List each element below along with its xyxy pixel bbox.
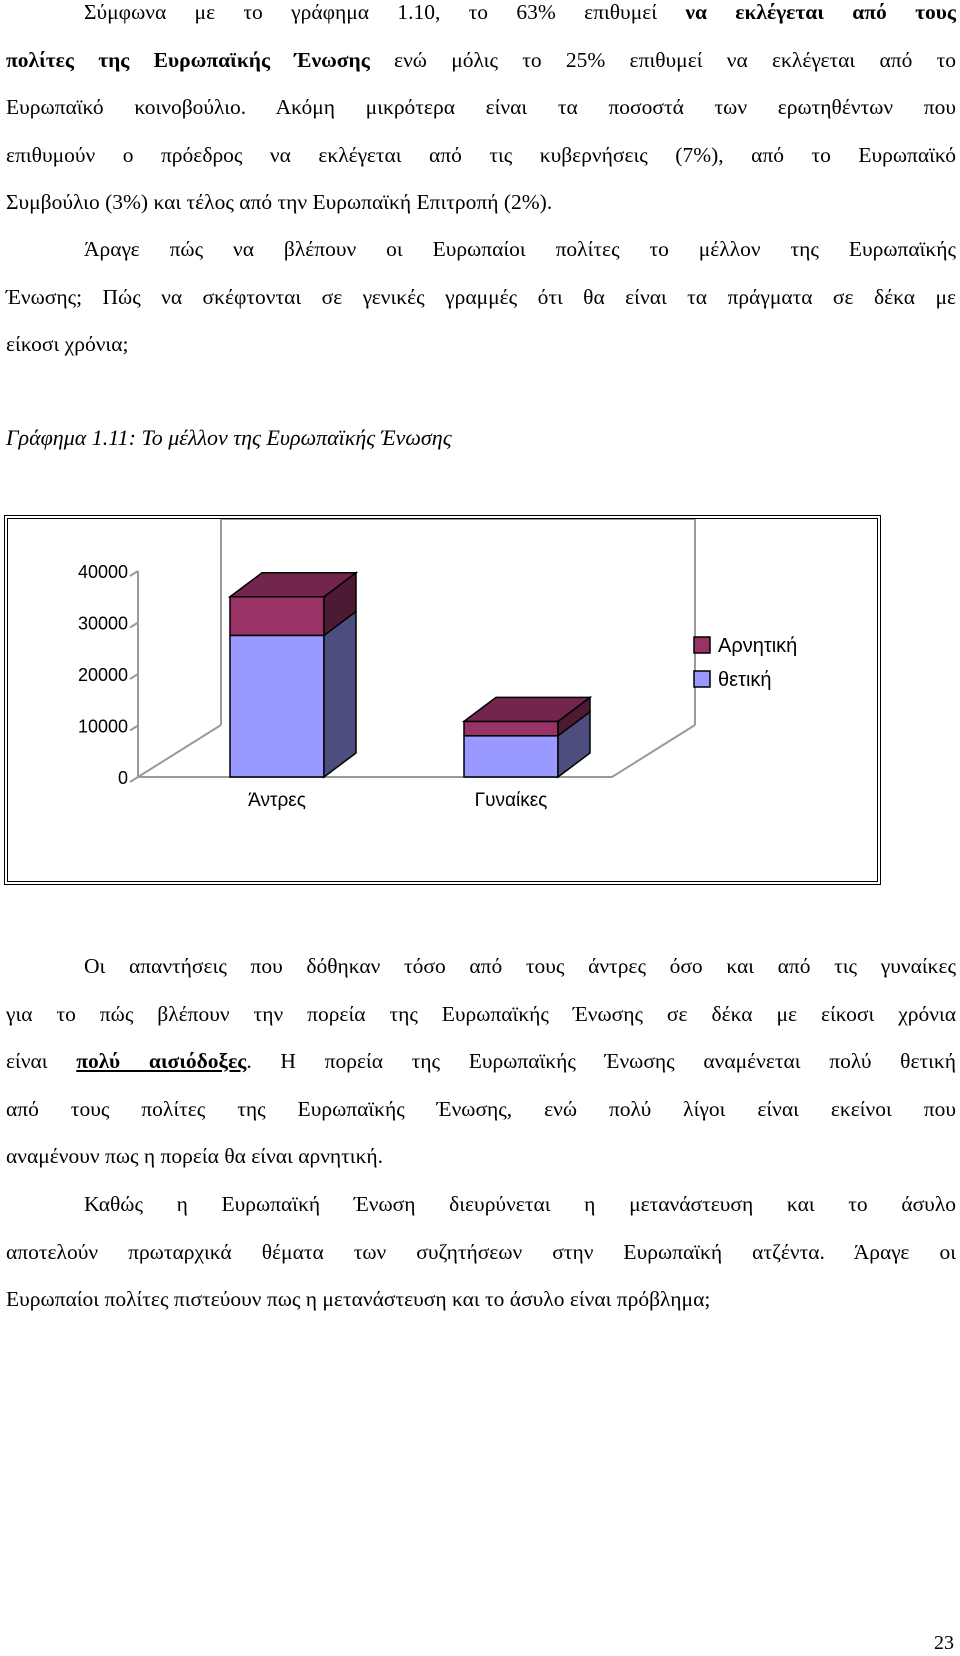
paragraph-4-line-3: Ευρωπαίοι πολίτες πιστεύουν πως η μετανάστευση και το άσυλο είναι πρόβλημα; — [6, 1287, 711, 1311]
paragraph-4 — [6, 1181, 956, 1324]
paragraph-1-line-5: Συμβούλιο (3%) και τέλος από την Ευρωπαϊκή Επιτροπή (2%). — [6, 190, 553, 214]
text-run: . Η πορεία της Ευρωπαϊκής Ένωσης αναμένεται πολύ θετική — [246, 1049, 956, 1073]
bar-front-Γυναίκες-Αρνητική — [464, 721, 558, 735]
paragraph-3 — [6, 943, 956, 1181]
paragraph-1-line-1 — [6, 0, 956, 37]
paragraph-2 — [6, 226, 956, 369]
chart-floor-left-edge — [138, 725, 221, 777]
chart-floor-right-edge — [612, 725, 695, 777]
bold-text: πολύ αισιόδοξες — [76, 1049, 247, 1073]
y-tick-mark — [130, 777, 138, 782]
bold-text: πολίτες της Ευρωπαϊκής Ένωσης — [6, 47, 370, 72]
page-number: 23 — [934, 1632, 954, 1654]
paragraph-2-line-3: είκοσι χρόνια; — [6, 332, 129, 356]
paragraph-4-line-2: αποτελούν πρωταρχικά θέματα των συζητήσεων στην Ευρωπαϊκή ατζέντα. Άραγε οι — [6, 1239, 956, 1264]
y-tick-label: 0 — [117, 768, 128, 788]
paragraph-4-line-1: Καθώς η Ευρωπαϊκή Ένωση διευρύνεται η μετανάστευση και το άσυλο — [84, 1192, 956, 1216]
paragraph-3-line-4: από τους πολίτες της Ευρωπαϊκής Ένωσης, ενώ πολύ λίγοι είναι εκείνοι που — [6, 1096, 956, 1121]
y-tick-label: 30000 — [77, 613, 128, 634]
y-tick-mark — [130, 623, 138, 628]
paragraph-3-line-5: αναμένουν πως η πορεία θα είναι αρνητική. — [6, 1144, 384, 1168]
chart — [8, 519, 877, 881]
paragraph-3-line-3 — [6, 1038, 956, 1086]
paragraph-1-line-4: επιθυμούν ο πρόεδρος να εκλέγεται από τις κυβερνήσεις (7%), από το Ευρωπαϊκό — [6, 142, 956, 167]
x-category-label: Άντρες — [248, 790, 306, 811]
paragraph-1-line-3: Ευρωπαϊκό κοινοβούλιο. Ακόμη μικρότερα είναι τα ποσοστά των ερωτηθέντων που — [6, 95, 956, 119]
paragraph-2-line-1: Άραγε πώς να βλέπουν οι Ευρωπαίοι πολίτες το μέλλον της Ευρωπαϊκής — [84, 237, 956, 261]
y-tick-label: 40000 — [77, 562, 128, 582]
text-run: είναι — [6, 1049, 77, 1073]
chart-frame — [4, 515, 881, 885]
text-run: ενώ μόλις το 25% επιθυμεί να εκλέγεται από το — [369, 47, 956, 72]
bar-front-Άντρες-Αρνητική — [230, 597, 324, 636]
paragraph-1-line-2 — [6, 37, 956, 85]
y-tick-mark — [130, 726, 138, 731]
bar-front-Άντρες-θετική — [230, 635, 324, 777]
figure-caption: Γράφημα 1.11: Το μέλλον της Ευρωπαϊκής Ένωσης — [6, 425, 452, 450]
y-tick-label: 10000 — [77, 716, 128, 737]
bar-side-Άντρες-θετική — [324, 611, 356, 777]
y-tick-mark — [130, 571, 138, 576]
legend-label: θετική — [718, 669, 772, 691]
paragraph-3-line-2: για το πώς βλέπουν την πορεία της Ευρωπαϊκής Ένωσης σε δέκα με είκοσι χρόνια — [6, 1001, 956, 1026]
paragraph-2-line-2: Ένωσης; Πώς να σκέφτονται σε γενικές γραμμές ότι θα είναι τα πράγματα σε δέκα με — [6, 284, 956, 309]
legend-swatch-Αρνητική — [694, 637, 710, 653]
x-category-label: Γυναίκες — [474, 790, 548, 811]
bar-front-Γυναίκες-θετική — [464, 736, 558, 777]
y-tick-mark — [130, 674, 138, 679]
legend-label: Αρνητική — [718, 635, 798, 657]
legend-swatch-θετική — [694, 671, 710, 687]
paragraph-1 — [6, 0, 956, 227]
text-run: Σύμφωνα με το γράφημα 1.10, το 63% επιθυμεί — [84, 0, 686, 24]
bold-text: να εκλέγεται από τους — [685, 0, 956, 24]
y-tick-label: 20000 — [77, 665, 128, 685]
paragraph-3-line-1: Οι απαντήσεις που δόθηκαν τόσο από τους άντρες όσο και από τις γυναίκες — [84, 954, 956, 978]
